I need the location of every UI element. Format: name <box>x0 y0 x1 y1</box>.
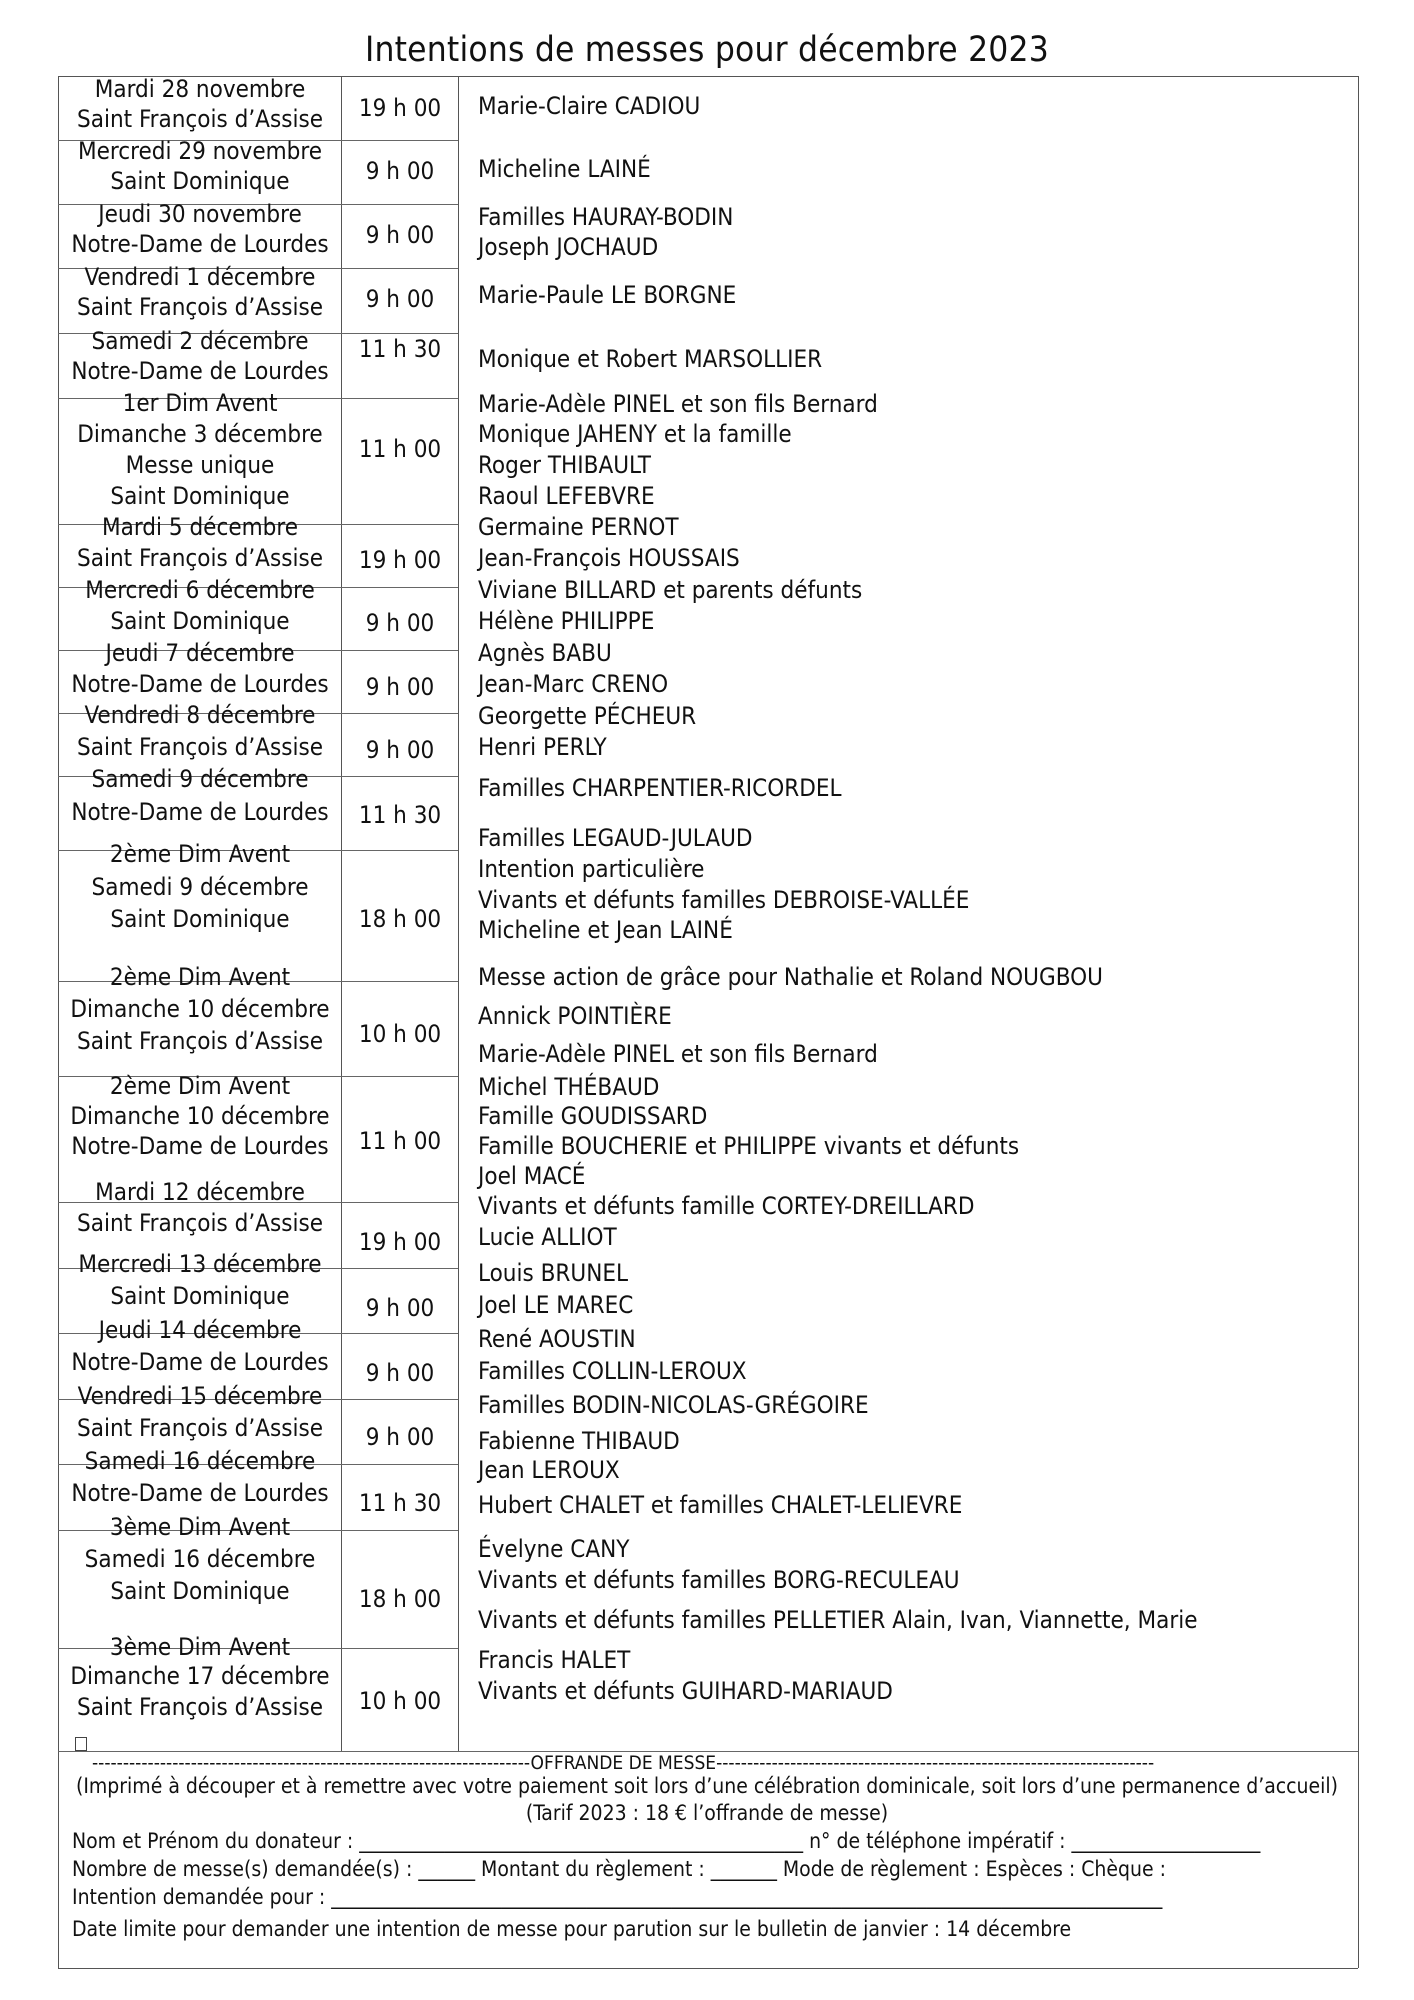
intention-cell-line: Fabienne THIBAUD <box>478 1427 680 1455</box>
intention-cell-line: Joseph JOCHAUD <box>478 233 659 261</box>
intention-cell-line: Raoul LEFEBVRE <box>478 482 655 510</box>
day-cell-line: 2ème Dim Avent <box>109 963 291 991</box>
intention-cell-line: Georgette PÉCHEUR <box>478 702 697 730</box>
day-cell-line: Saint François d’Assise <box>77 1209 323 1237</box>
intention-cell-line: René AOUSTIN <box>478 1325 636 1353</box>
day-cell-line: Dimanche 17 décembre <box>70 1662 330 1690</box>
day-cell-line: Notre-Dame de Lourdes <box>71 670 329 698</box>
intention-cell-line: Familles HAURAY-BODIN <box>478 203 734 231</box>
intention-cell-line: Vivants et défunts familles BORG-RECULEAU <box>478 1566 960 1594</box>
intention-cell-line: Viviane BILLARD et parents défunts <box>478 576 863 604</box>
time-cell: 9 h 00 <box>365 736 435 764</box>
time-cell: 11 h 30 <box>358 801 442 829</box>
day-cell-line: Samedi 16 décembre <box>84 1447 316 1475</box>
time-cell: 10 h 00 <box>358 1020 442 1048</box>
day-cell-line: Saint François d’Assise <box>77 1027 323 1055</box>
day-cell-line: Saint François d’Assise <box>77 1693 323 1721</box>
intention-cell-line: Hubert CHALET et familles CHALET-LELIEVRE <box>478 1491 963 1519</box>
intention-cell-line: Jean-Marc CRENO <box>478 670 669 698</box>
day-cell-line: Notre-Dame de Lourdes <box>71 357 329 385</box>
day-cell-line: 2ème Dim Avent <box>109 840 291 868</box>
intention-cell-line: Annick POINTIÈRE <box>478 1002 672 1030</box>
day-cell-line: Mardi 12 décembre <box>95 1178 305 1206</box>
offering-tarif: (Tarif 2023 : 18 € l’offrande de messe) <box>525 1801 889 1825</box>
column-divider-time <box>458 76 459 1751</box>
time-cell: 9 h 00 <box>365 1423 435 1451</box>
mass-count-field[interactable]: Nombre de messe(s) demandée(s) : ______ Montant du règlement : _______ Mode de règlement : Espèces : Chèque : <box>72 1857 1166 1881</box>
time-cell: 9 h 00 <box>365 157 435 185</box>
intention-cell-line: Vivants et défunts familles DEBROISE-VALLÉE <box>478 886 970 914</box>
day-cell-line: Mercredi 29 novembre <box>78 137 322 165</box>
day-cell-line: Jeudi 7 décembre <box>105 639 295 667</box>
day-cell-line: Saint François d’Assise <box>77 105 323 133</box>
time-cell: 19 h 00 <box>358 94 442 122</box>
day-cell-line: Dimanche 10 décembre <box>70 1102 330 1130</box>
day-cell-line: Notre-Dame de Lourdes <box>71 1132 329 1160</box>
day-cell-line: Samedi 9 décembre <box>91 873 309 901</box>
day-cell-line: Samedi 2 décembre <box>91 327 309 355</box>
intention-cell-line: Famille BOUCHERIE et PHILIPPE vivants et défunts <box>478 1132 1020 1160</box>
donor-field[interactable]: Nom et Prénom du donateur : _______________________________________________ n° de téléphone impératif : ____________________ <box>72 1829 1261 1853</box>
day-cell-line: 1er Dim Avent <box>122 389 278 417</box>
day-cell-line: Notre-Dame de Lourdes <box>71 1479 329 1507</box>
day-cell-line: Mardi 5 décembre <box>101 513 298 541</box>
intention-cell-line: Micheline LAINÉ <box>478 155 651 183</box>
day-cell-line: Notre-Dame de Lourdes <box>71 798 329 826</box>
day-cell-line: 3ème Dim Avent <box>109 1513 291 1541</box>
day-cell-line: Mercredi 13 décembre <box>78 1250 322 1278</box>
day-cell-line: Samedi 9 décembre <box>91 765 309 793</box>
intention-cell-line: Francis HALET <box>478 1646 631 1674</box>
offering-header: -----------------------------------------------------------------------OFFRANDE DE MESSE----------------------------------------------------------------------- <box>92 1752 1155 1774</box>
day-cell-line: Saint Dominique <box>110 1577 290 1605</box>
intention-cell-line: Intention particulière <box>478 855 705 883</box>
intention-cell-line: Monique et Robert MARSOLLIER <box>478 345 823 373</box>
table-bottom-border <box>58 1968 1358 1969</box>
intention-cell-line: Jean-François HOUSSAIS <box>478 544 740 572</box>
intention-cell-line: Vivants et défunts GUIHARD-MARIAUD <box>478 1677 893 1705</box>
intention-cell-line: Familles LEGAUD-JULAUD <box>478 824 753 852</box>
intention-cell-line: Marie-Paule LE BORGNE <box>478 281 737 309</box>
time-cell: 11 h 30 <box>358 335 442 363</box>
intention-cell-line: Vivants et défunts famille CORTEY-DREILLARD <box>478 1192 975 1220</box>
table-right-border <box>1358 76 1359 1968</box>
intention-cell-line: Roger THIBAULT <box>478 451 651 479</box>
intention-cell-line: Jean LEROUX <box>478 1456 620 1484</box>
time-cell: 18 h 00 <box>358 905 442 933</box>
day-cell-line: Saint Dominique <box>110 482 290 510</box>
time-cell: 11 h 00 <box>358 435 442 463</box>
intention-cell-line: Joel MACÉ <box>478 1162 586 1190</box>
time-cell: 9 h 00 <box>365 285 435 313</box>
intention-cell-line: Lucie ALLIOT <box>478 1223 617 1251</box>
intention-cell-line: Michel THÉBAUD <box>478 1073 660 1101</box>
intention-cell-line: Marie-Adèle PINEL et son fils Bernard <box>478 1040 878 1068</box>
time-cell: 9 h 00 <box>365 609 435 637</box>
intention-cell-line: Agnès BABU <box>478 639 612 667</box>
intention-cell-line: Monique JAHENY et la famille <box>478 420 792 448</box>
intention-cell-line: Louis BRUNEL <box>478 1259 629 1287</box>
time-cell: 19 h 00 <box>358 546 442 574</box>
day-cell-line: Mardi 28 novembre <box>94 75 306 103</box>
day-cell-line: Saint Dominique <box>110 607 290 635</box>
day-cell-line: Saint François d’Assise <box>77 544 323 572</box>
day-cell-line: Messe unique <box>125 451 275 479</box>
time-cell: 9 h 00 <box>365 1359 435 1387</box>
page-title: Intentions de messes pour décembre 2023 <box>364 30 1049 70</box>
intention-cell-line: Familles CHARPENTIER-RICORDEL <box>478 774 842 802</box>
time-cell: 10 h 00 <box>358 1687 442 1715</box>
intention-cell-line: Joel LE MAREC <box>478 1291 634 1319</box>
day-cell-line: Saint Dominique <box>110 167 290 195</box>
day-cell-line: Dimanche 3 décembre <box>77 420 323 448</box>
day-cell-line: Vendredi 15 décembre <box>77 1382 323 1410</box>
day-cell-line: Saint Dominique <box>110 1282 290 1310</box>
intention-cell-line: Marie-Claire CADIOU <box>478 92 701 120</box>
day-cell-line: Saint François d’Assise <box>77 733 323 761</box>
intention-cell-line: Familles COLLIN-LEROUX <box>478 1357 747 1385</box>
intention-cell-line: Famille GOUDISSARD <box>478 1102 708 1130</box>
day-cell-line: Notre-Dame de Lourdes <box>71 1348 329 1376</box>
time-cell: 9 h 00 <box>365 221 435 249</box>
day-cell-line: 3ème Dim Avent <box>109 1633 291 1661</box>
offering-note: (Imprimé à découper et à remettre avec votre paiement soit lors d’une célébration dominicale, soit lors d’une permanence d’accueil) <box>75 1774 1339 1798</box>
day-cell-line: 2ème Dim Avent <box>109 1072 291 1100</box>
day-cell-line: Samedi 16 décembre <box>84 1545 316 1573</box>
day-cell-line: Vendredi 1 décembre <box>84 263 316 291</box>
intention-cell-line: Hélène PHILIPPE <box>478 607 655 635</box>
time-cell: 11 h 00 <box>358 1127 442 1155</box>
day-cell-line: Notre-Dame de Lourdes <box>71 230 329 258</box>
intention-field[interactable]: Intention demandée pour : ________________________________________________________________________________________ <box>72 1885 1163 1909</box>
checkbox-icon <box>75 1737 87 1751</box>
intention-cell-line: Messe action de grâce pour Nathalie et Roland NOUGBOU <box>478 963 1103 991</box>
intention-cell-line: Évelyne CANY <box>478 1535 630 1563</box>
day-cell-line: Saint François d’Assise <box>77 293 323 321</box>
day-cell-line: Mercredi 6 décembre <box>85 576 315 604</box>
intention-cell-line: Germaine PERNOT <box>478 513 679 541</box>
time-cell: 9 h 00 <box>365 1294 435 1322</box>
day-cell-line: Saint François d’Assise <box>77 1414 323 1442</box>
time-cell: 11 h 30 <box>358 1489 442 1517</box>
intention-cell-line: Marie-Adèle PINEL et son fils Bernard <box>478 390 878 418</box>
time-cell: 19 h 00 <box>358 1228 442 1256</box>
day-cell-line: Vendredi 8 décembre <box>84 701 316 729</box>
day-cell-line: Dimanche 10 décembre <box>70 995 330 1023</box>
intention-cell-line: Henri PERLY <box>478 733 607 761</box>
day-cell-line: Jeudi 30 novembre <box>98 200 302 228</box>
time-cell: 18 h 00 <box>358 1585 442 1613</box>
intention-cell-line: Micheline et Jean LAINÉ <box>478 916 733 944</box>
day-cell-line: Jeudi 14 décembre <box>98 1316 302 1344</box>
intention-cell-line: Familles BODIN-NICOLAS-GRÉGOIRE <box>478 1391 869 1419</box>
intention-cell-line: Vivants et défunts familles PELLETIER Alain, Ivan, Viannette, Marie <box>478 1606 1198 1634</box>
table-left-border <box>58 76 59 1968</box>
deadline-note: Date limite pour demander une intention de messe pour parution sur le bulletin de janvier : 14 décembre <box>72 1917 1072 1941</box>
day-cell-line: Saint Dominique <box>110 905 290 933</box>
time-cell: 9 h 00 <box>365 673 435 701</box>
